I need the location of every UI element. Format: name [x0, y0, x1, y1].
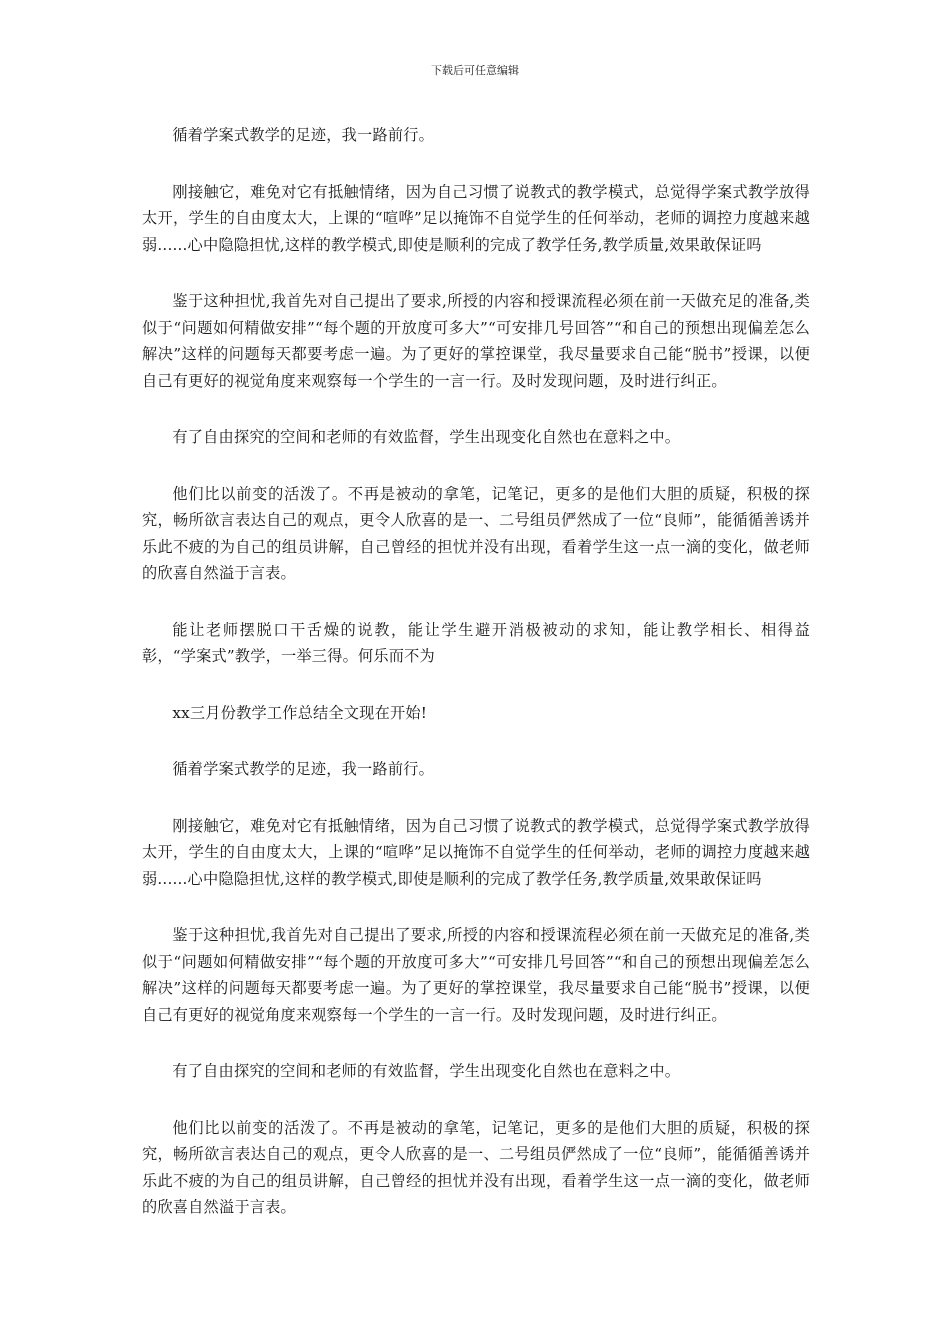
paragraph-3: 鉴于这种担忧,我首先对自己提出了要求,所授的内容和授课流程必须在前一天做充足的准备,类似于“问题如何精做安排”“每个题的开放度可多大”“可安排几号回答”“和自己的预想出现偏差怎么解决”这样的问题每天都要考虑一遍。为了更好的掌控课堂，我尽量要求自己能“脱书”授课，以便自己有更好的视觉角度来观察每一个学生的一言一行。及时发现问题，及时进行纠正。	[142, 292, 810, 390]
paragraph-12: 他们比以前变的活泼了。不再是被动的拿笔，记笔记，更多的是他们大胆的质疑，积极的探究，畅所欲言表达自己的观点，更令人欣喜的是一、二号组员俨然成了一位“良师”，能循循善诱并乐此不疲的为自己的组员讲解，自己曾经的担忧并没有出现，看着学生这一点一滴的变化，做老师的欣喜自然溢于言表。	[142, 1118, 810, 1216]
document-body	[142, 122, 810, 1251]
paragraph-2: 刚接触它，难免对它有抵触情绪，因为自己习惯了说教式的教学模式，总觉得学案式教学放得太开，学生的自由度太大，上课的“喧哗”足以掩饰不自觉学生的任何举动，老师的调控力度越来越弱......心中隐隐担忧,这样的教学模式,即使是顺利的完成了教学任务,教学质量,效果敢保证吗	[142, 182, 810, 254]
paragraph-11: 有了自由探究的空间和老师的有效监督，学生出现变化自然也在意料之中。	[172, 1062, 681, 1080]
paragraph-10: 鉴于这种担忧,我首先对自己提出了要求,所授的内容和授课流程必须在前一天做充足的准备,类似于“问题如何精做安排”“每个题的开放度可多大”“可安排几号回答”“和自己的预想出现偏差怎么解决”这样的问题每天都要考虑一遍。为了更好的掌控课堂，我尽量要求自己能“脱书”授课，以便自己有更好的视觉角度来观察每一个学生的一言一行。及时发现问题，及时进行纠正。	[142, 926, 810, 1024]
paragraph-5: 他们比以前变的活泼了。不再是被动的拿笔，记笔记，更多的是他们大胆的质疑，积极的探究，畅所欲言表达自己的观点，更令人欣喜的是一、二号组员俨然成了一位“良师”，能循循善诱并乐此不疲的为自己的组员讲解，自己曾经的担忧并没有出现，看着学生这一点一滴的变化，做老师的欣喜自然溢于言表。	[142, 484, 810, 582]
paragraph-1: 循着学案式教学的足迹，我一路前行。	[172, 126, 434, 144]
page-header: 下载后可任意编辑	[431, 64, 519, 77]
paragraph-7: xx三月份教学工作总结全文现在开始!	[172, 703, 428, 722]
paragraph-9: 刚接触它，难免对它有抵触情绪，因为自己习惯了说教式的教学模式，总觉得学案式教学放得太开，学生的自由度太大，上课的“喧哗”足以掩饰不自觉学生的任何举动，老师的调控力度越来越弱......心中隐隐担忧,这样的教学模式,即使是顺利的完成了教学任务,教学质量,效果敢保证吗	[142, 816, 810, 888]
paragraph-4: 有了自由探究的空间和老师的有效监督，学生出现变化自然也在意料之中。	[172, 428, 681, 446]
paragraph-6: 能让老师摆脱口干舌燥的说教，能让学生避开消极被动的求知，能让教学相长、相得益彰，“学案式”教学，一举三得。何乐而不为	[142, 620, 810, 665]
paragraph-8: 循着学案式教学的足迹，我一路前行。	[172, 760, 434, 778]
